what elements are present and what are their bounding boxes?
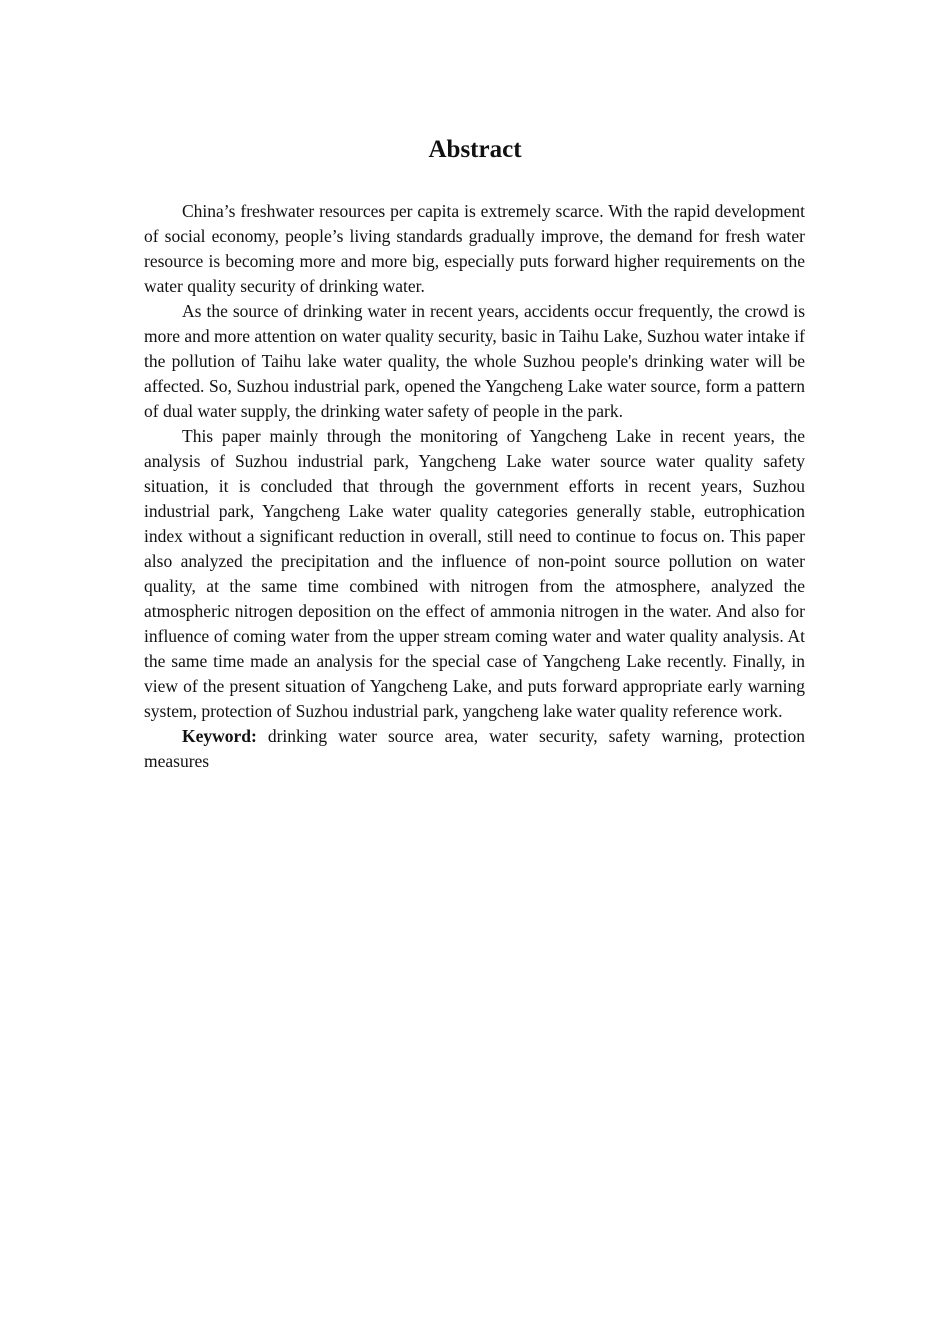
keywords-text: drinking water source area, water security, safety warning, protection measures bbox=[144, 726, 805, 771]
page-title: Abstract bbox=[428, 136, 522, 163]
abstract-paragraph-2: As the source of drinking water in recent years, accidents occur frequently, the crowd is more and more attention on water quality security, basic in Taihu Lake, Suzhou water intake if the pollution of Taihu lake water quality, the whole Suzhou people's drinking water will be affected. So, Suzhou industrial park, opened the Yangcheng Lake water source, form a pattern of dual water supply, the drinking water safety of people in the park. bbox=[144, 301, 805, 421]
abstract-paragraph-1: China’s freshwater resources per capita is extremely scarce. With the rapid development of social economy, people’s living standards gradually improve, the demand for fresh water resource is becoming more and more big, especially puts forward higher requirements on the water quality security of drinking water. bbox=[144, 201, 805, 296]
keywords-paragraph bbox=[144, 724, 805, 774]
abstract-paragraph-3: This paper mainly through the monitoring of Yangcheng Lake in recent years, the analysis of Suzhou industrial park, Yangcheng Lake water source water quality safety situation, it is concluded that through the government efforts in recent years, Suzhou industrial park, Yangcheng Lake water quality categories generally stable, eutrophication index without a significant reduction in overall, still need to continue to focus on. This paper also analyzed the precipitation and the influence of non-point source pollution on water quality, at the same time combined with nitrogen from the atmosphere, analyzed the atmospheric nitrogen deposition on the effect of ammonia nitrogen in the water. And also for influence of coming water from the upper stream coming water and water quality analysis. At the same time made an analysis for the special case of Yangcheng Lake recently. Finally, in view of the present situation of Yangcheng Lake, and puts forward appropriate early warning system, protection of Suzhou industrial park, yangcheng lake water quality reference work. bbox=[144, 426, 805, 721]
abstract-body bbox=[144, 199, 805, 774]
keywords-label: Keyword: bbox=[182, 726, 257, 746]
